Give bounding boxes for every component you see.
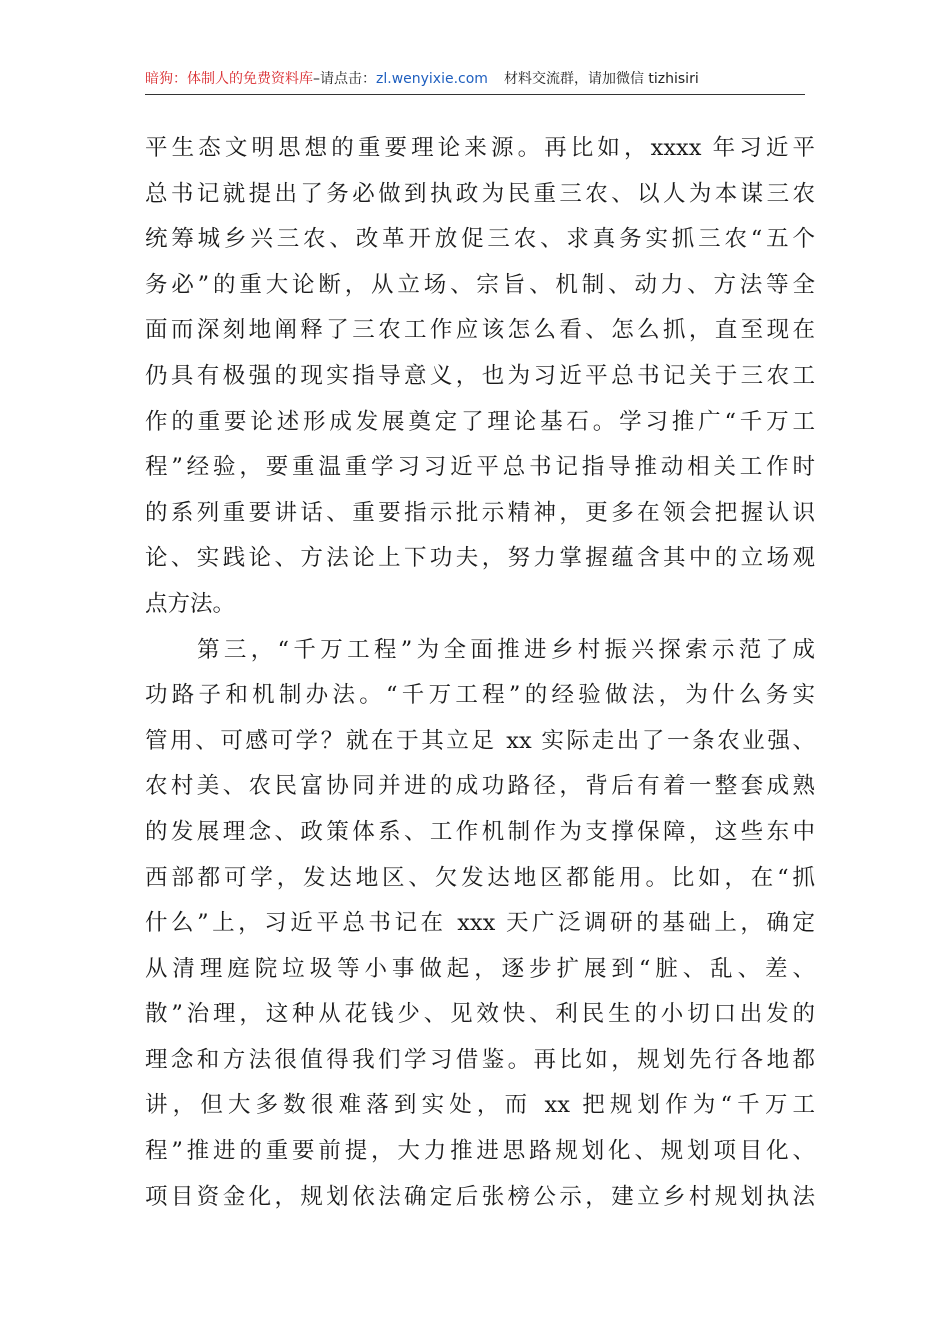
text-line: 论、实践论、方法论上下功夫，努力掌握蕴含其中的立场观 bbox=[145, 545, 815, 572]
paragraph-first-line: 第三，“千万工程”为全面推进乡村振兴探索示范了成 bbox=[197, 636, 815, 663]
text-line: 点方法。 bbox=[145, 590, 236, 617]
text-line: 面而深刻地阐释了三农工作应该怎么看、怎么抓，直至现在 bbox=[145, 317, 815, 344]
site-url-link[interactable]: zl.wenyixie.com bbox=[376, 71, 488, 87]
text-line: 什么”上，习近平总书记在 xxx 天广泛调研的基础上，确定 bbox=[145, 910, 815, 937]
text-line: 从清理庭院垃圾等小事做起，逐步扩展到“脏、乱、差、 bbox=[145, 955, 815, 982]
text-line: 务必”的重大论断，从立场、宗旨、机制、动力、方法等全 bbox=[145, 271, 815, 298]
document-body bbox=[145, 126, 815, 1220]
site-name: 暗狗：体制人的免费资料库 bbox=[145, 71, 313, 87]
text-line: 管用、可感可学？就在于其立足 xx 实际走出了一条农业强、 bbox=[145, 727, 815, 754]
text-line: 作的重要论述形成发展奠定了理论基石。学习推广“千万工 bbox=[145, 408, 815, 435]
text-line: 统筹城乡兴三农、改革开放促三农、求真务实抓三农“五个 bbox=[145, 226, 815, 253]
text-line: 功路子和机制办法。“千万工程”的经验做法，为什么务实 bbox=[145, 682, 815, 709]
text-line: 项目资金化，规划依法确定后张榜公示，建立乡村规划执法 bbox=[145, 1183, 815, 1210]
text-line: 的系列重要讲话、重要指示批示精神，更多在领会把握认识 bbox=[145, 499, 815, 526]
text-line: 散”治理，这种从花钱少、见效快、利民生的小切口出发的 bbox=[145, 1001, 815, 1028]
text-line: 程”推进的重要前提，大力推进思路规划化、规划项目化、 bbox=[145, 1138, 815, 1165]
text-line: 理念和方法很值得我们学习借鉴。再比如，规划先行各地都 bbox=[145, 1046, 815, 1073]
text-line: 西部都可学，发达地区、欠发达地区都能用。比如，在“抓 bbox=[145, 864, 815, 891]
page-header bbox=[145, 68, 805, 95]
text-line: 的发展理念、政策体系、工作机制作为支撑保障，这些东中 bbox=[145, 818, 815, 845]
group-note: 材料交流群，请加微信 tizhisiri bbox=[503, 71, 699, 87]
text-line: 仍具有极强的现实指导意义，也为习近平总书记关于三农工 bbox=[145, 362, 815, 389]
click-prompt: –请点击： bbox=[313, 71, 376, 87]
text-line: 总书记就提出了务必做到执政为民重三农、以人为本谋三农 bbox=[145, 180, 815, 207]
text-line: 程”经验，要重温重学习习近平总书记指导推动相关工作时 bbox=[145, 454, 815, 481]
text-line: 农村美、农民富协同并进的成功路径，背后有着一整套成熟 bbox=[145, 773, 815, 800]
text-line: 讲，但大多数很难落到实处，而 xx 把规划作为“千万工 bbox=[145, 1092, 815, 1119]
text-line: 平生态文明思想的重要理论来源。再比如，xxxx 年习近平 bbox=[145, 135, 815, 161]
